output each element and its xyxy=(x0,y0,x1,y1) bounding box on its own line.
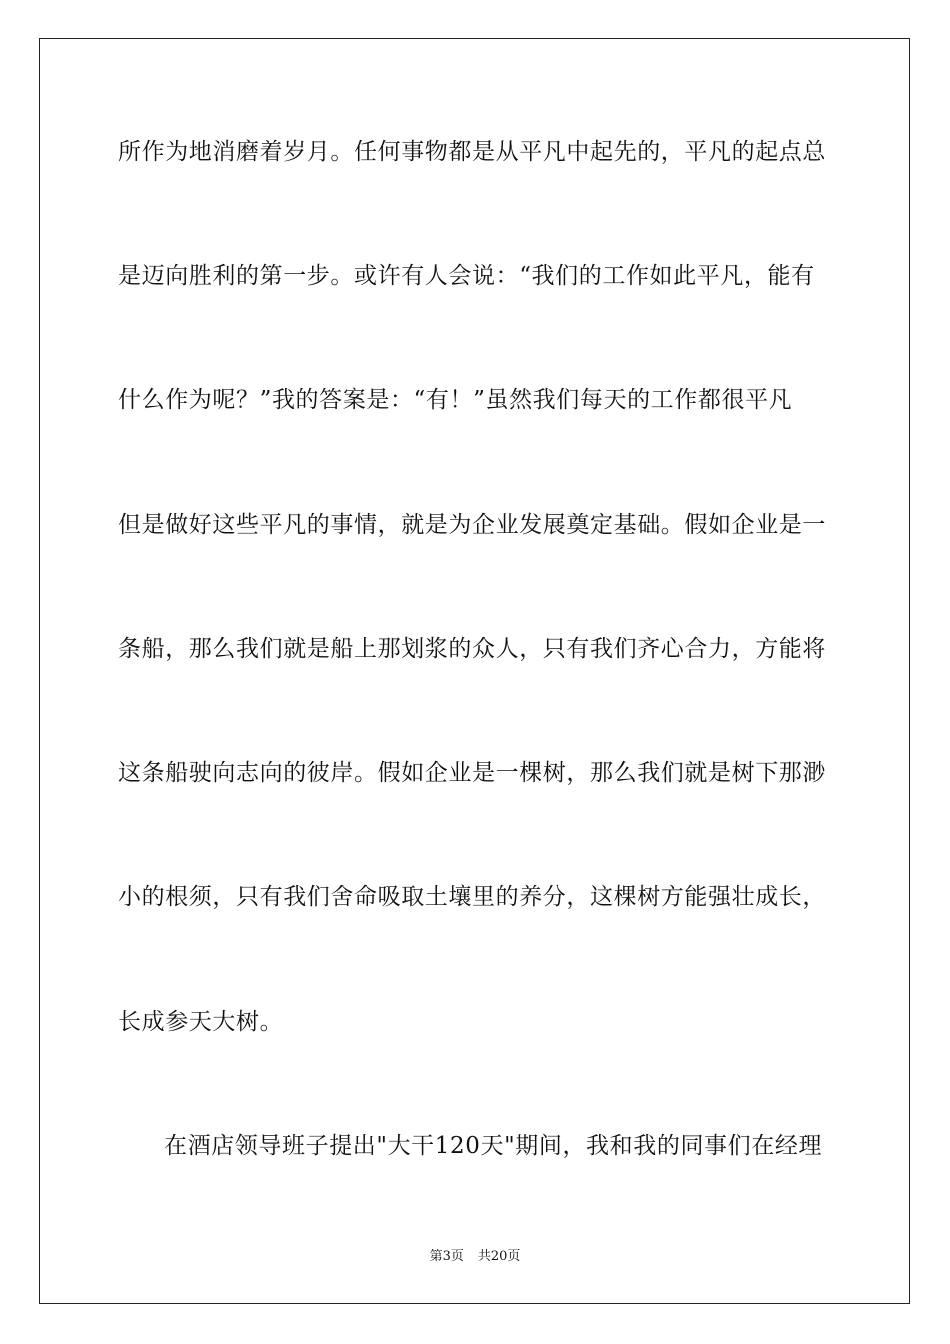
paragraph-line-4: 但是做好这些平凡的事情，就是为企业发展奠定基础。假如企业是一 xyxy=(118,512,826,538)
page-footer xyxy=(0,1248,950,1266)
paragraph-line-7: 小的根须，只有我们舍命吸取土壤里的养分，这棵树方能强壮成长， xyxy=(118,884,826,910)
page-number: 第3页 xyxy=(429,1249,464,1264)
paragraph-line-6: 这条船驶向志向的彼岸。假如企业是一棵树，那么我们就是树下那渺 xyxy=(118,760,826,786)
paragraph-line-5: 条船，那么我们就是船上那划浆的众人，只有我们齐心合力，方能将 xyxy=(118,636,826,662)
page-border xyxy=(39,38,910,1304)
paragraph-line-9: 在酒店领导班子提出"大干120天"期间，我和我的同事们在经理 xyxy=(164,1133,823,1159)
paragraph-line-2: 是迈向胜利的第一步。或许有人会说：“我们的工作如此平凡，能有 xyxy=(118,263,815,289)
paragraph-line-1: 所作为地消磨着岁月。任何事物都是从平凡中起先的，平凡的起点总 xyxy=(118,139,826,165)
paragraph-line-3: 什么作为呢？”我的答案是：“有！”虽然我们每天的工作都很平凡 xyxy=(118,387,793,413)
paragraph-line-8: 长成参天大树。 xyxy=(118,1009,284,1035)
page-total: 共20页 xyxy=(477,1249,521,1264)
